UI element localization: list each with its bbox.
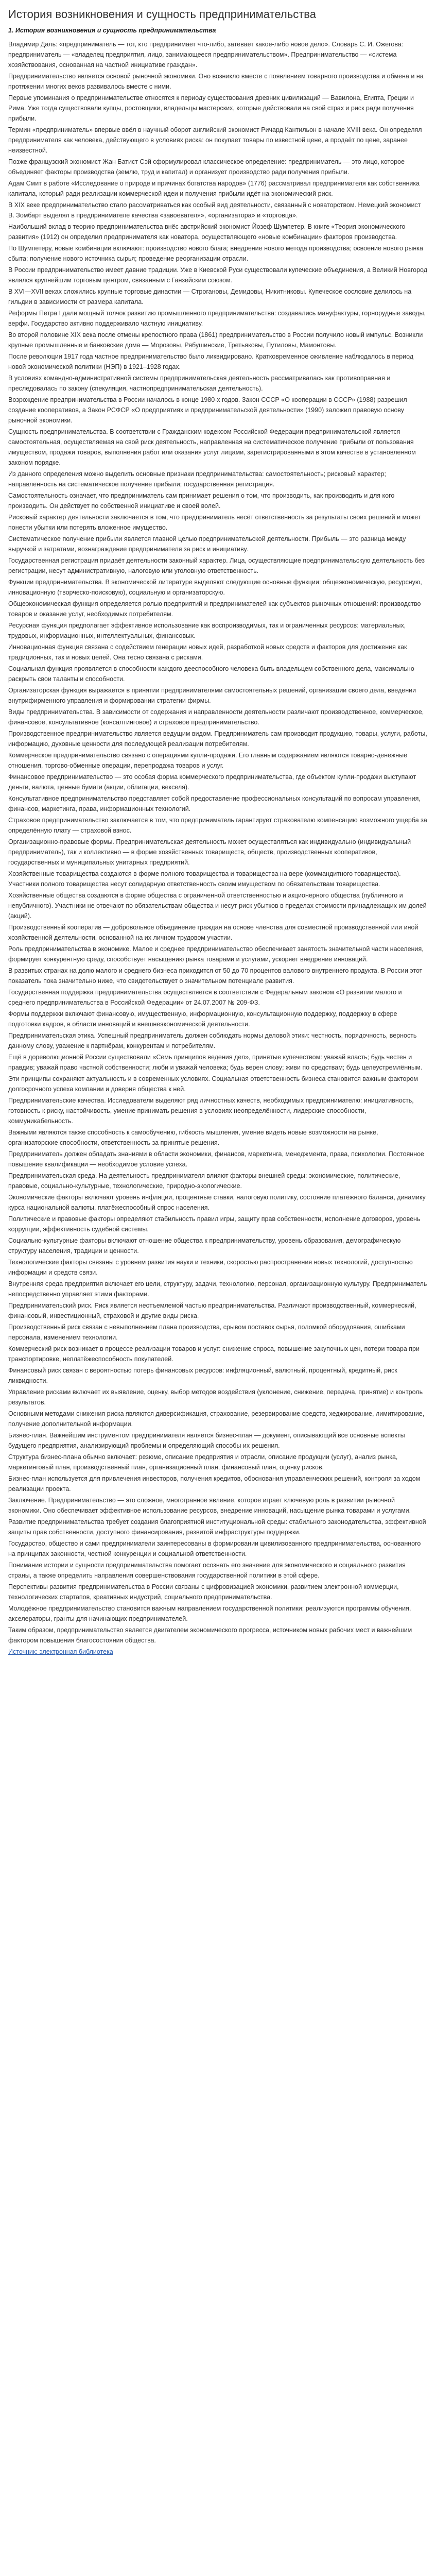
body-paragraph: Технологические факторы связаны с уровнем развития науки и техники, скоростью распространения новых технологий, доступностью информации и средств связи. <box>8 1259 413 1276</box>
body-paragraph: В России предпринимательство имеет давние традиции. Уже в Киевской Руси существовали купеческие объединения, а Великий Новгород являлся крупнейшим торговым центром, связанным с Ганзейским союзом. <box>8 266 428 284</box>
body-paragraph: Термин «предприниматель» впервые ввёл в научный оборот английский экономист Ричард Кантильон в начале XVIII века. Он определял предпринимателя как человека, действующего в условиях риска: он покупает товары по известной цене, а продаёт по цене, заранее неизвестной. <box>8 126 422 154</box>
body-paragraph: Во второй половине XIX века после отмены крепостного права (1861) предпринимательство в России получило новый импульс. Возникли крупные промышленные и банковские дома — Морозовы, Рябушинские, Третьяковы, Путиловы, Мамонтовы. <box>8 331 423 349</box>
body-paragraph: Государственная поддержка предпринимательства осуществляется в соответствии с Федеральным законом «О развитии малого и среднего предпринимательства в Российской Федерации» от 24.07.2007 № 209-ФЗ. <box>8 989 402 1006</box>
body-paragraph: Производственный кооператив — добровольное объединение граждан на основе членства для совместной производственной или иной хозяйственной деятельности, основанной на их личном трудовом участии. <box>8 924 418 941</box>
body-paragraph: Реформы Петра I дали мощный толчок развитию промышленного предпринимательства: создавались мануфактуры, горнорудные заводы, верфи. Государство активно поддерживало частную инициативу. <box>8 310 426 327</box>
body-paragraph: Заключение. Предпринимательство — это сложное, многогранное явление, которое играет ключевую роль в развитии рыночной экономики. Оно обеспечивает эффективное использование ресурсов, внедрение инноваций, насыщение рынка товарами и услугами. <box>8 1497 411 1514</box>
body-paragraph: Производственное предпринимательство является ведущим видом. Предприниматель сам производит продукцию, товары, услуги, работы, информацию, духовные ценности для последующей реализации потребителям. <box>8 730 427 748</box>
body-paragraph: Позже французский экономист Жан Батист Сэй сформулировал классическое определение: предприниматель — это лицо, которое объединяет факторы производства (землю, труд и капитал) и организует производство ради получения прибыли. <box>8 158 405 176</box>
body-paragraph: Социальная функция проявляется в способности каждого дееспособного человека быть владельцем собственного дела, максимально раскрыть свои таланты и способности. <box>8 665 414 683</box>
body-paragraph: Структура бизнес-плана обычно включает: резюме, описание предприятия и отрасли, описание продукции (услуг), анализ рынка, маркетинговый план, производственный план, организационный план, финансовый план, оценку рисков. <box>8 1453 398 1471</box>
document-body <box>8 39 428 1646</box>
body-paragraph: Предпринимательская среда. На деятельность предпринимателя влияют факторы внешней среды: экономические, политические, правовые, социально-культурные, технологические, природно-экологические. <box>8 1172 400 1190</box>
body-paragraph: Основными методами снижения риска являются диверсификация, страхование, резервирование средств, хеджирование, лимитирование, получение дополнительной информации. <box>8 1410 425 1428</box>
body-paragraph: Коммерческое предпринимательство связано с операциями купли-продажи. Его главным содержанием являются товарно-денежные отношения, торгово-обменные операции, перепродажа товаров и услуг. <box>8 752 408 769</box>
body-paragraph: Инновационная функция связана с содействием генерации новых идей, разработкой новых средств и факторов для достижения как традиционных, так и новых целей. Она тесно связана с рисками. <box>8 643 407 661</box>
body-paragraph: Адам Смит в работе «Исследование о природе и причинах богатства народов» (1776) рассматривал предпринимателя как собственника капитала, который ради реализации коммерческой идеи и получения прибыли идёт на экономический риск. <box>8 180 420 197</box>
body-paragraph: Внутренняя среда предприятия включает его цели, структуру, задачи, технологию, персонал, организационную культуру. Предприниматель непосредственно управляет этими факторами. <box>8 1280 427 1298</box>
body-paragraph: Хозяйственные общества создаются в форме общества с ограниченной ответственностью и акционерного общества (публичного и непубличного). Участники не отвечают по обязательствам общества и несут риск убытков в пределах стоимости принадлежащих им долей (акций). <box>8 892 427 920</box>
body-paragraph: Финансовое предпринимательство — это особая форма коммерческого предпринимательства, где объектом купли-продажи выступают деньги, валюта, ценные бумаги (акции, облигации, векселя). <box>8 773 416 791</box>
body-paragraph: Сущность предпринимательства. В соответствии с Гражданским кодексом Российской Федерации предпринимательской является самостоятельная, осуществляемая на свой риск деятельность, направленная на систематическое получение прибыли от пользования имуществом, продажи товаров, выполнения работ или оказания услуг лицами, зарегистрированными в этом качестве в установленном законом порядке. <box>8 428 416 466</box>
body-paragraph: Коммерческий риск возникает в процессе реализации товаров и услуг: снижение спроса, повышение закупочных цен, потери товара при транспортировке, неплатёжеспособность покупателей. <box>8 1345 420 1363</box>
body-paragraph: В XIX веке предпринимательство стало рассматриваться как особый вид деятельности, связанный с новаторством. Немецкий экономист В. Зомбарт выделял в предпринимателе качества «завоевателя», «организатора» и «торговца». <box>8 201 421 219</box>
body-paragraph: Государство, общество и сами предприниматели заинтересованы в формировании цивилизованного предпринимательства, основанного на принципах законности, честной конкуренции и социальной ответственности. <box>8 1540 421 1557</box>
body-paragraph: Из данного определения можно выделить основные признаки предпринимательства: самостоятельность; рисковый характер; направленность на систематическое получение прибыли; государственная регистрация. <box>8 470 386 488</box>
body-paragraph: Таким образом, предпринимательство является двигателем экономического прогресса, источником новых рабочих мест и важнейшим фактором повышения благосостояния общества. <box>8 1626 412 1644</box>
body-paragraph: Молодёжное предпринимательство становится важным направлением государственной политики: реализуются программы обучения, акселераторы, гранты для начинающих предпринимателей. <box>8 1605 411 1622</box>
body-paragraph: Предпринимательство является основой рыночной экономики. Оно возникло вместе с появлением товарного производства и обмена и на протяжении многих веков развивалось вместе с ними. <box>8 73 424 90</box>
body-paragraph: Общеэкономическая функция определяется ролью предприятий и предпринимателей как субъектов рыночных отношений: производство товаров и оказание услуг, необходимых потребителям. <box>8 600 421 618</box>
body-paragraph: Наибольший вклад в теорию предпринимательства внёс австрийский экономист Йозеф Шумпетер. В книге «Теория экономического развития» (1912) он определил предпринимателя как новатора, осуществляющего «новые комбинации» факторов производства. <box>8 223 406 241</box>
body-paragraph: Формы поддержки включают финансовую, имущественную, информационную, консультационную поддержку, поддержку в сфере подготовки кадров, в области инноваций и внешнеэкономической деятельности. <box>8 1010 397 1028</box>
body-paragraph: Социально-культурные факторы включают отношение общества к предпринимательству, уровень образования, демографическую структуру населения, традиции и ценности. <box>8 1237 401 1255</box>
page-title: История возникновения и сущность предпринимательства <box>8 8 316 21</box>
body-paragraph: Консультативное предпринимательство представляет собой предоставление профессиональных консультаций по вопросам управления, финансов, маркетинга, права, информационных технологий. <box>8 795 421 812</box>
body-paragraph: Политические и правовые факторы определяют стабильность правил игры, защиту прав собственности, исполнение договоров, уровень коррупции, эффективность судебной системы. <box>8 1215 421 1233</box>
body-paragraph: В XVI—XVII веках сложились крупные торговые династии — Строгановы, Демидовы, Никитниковы. Купеческое сословие делилось на гильдии в зависимости от размера капитала. <box>8 288 412 306</box>
body-paragraph: Государственная регистрация придаёт деятельности законный характер. Лица, осуществляющие предпринимательскую деятельность без регистрации, несут административную, налоговую или уголовную ответственность. <box>8 557 425 574</box>
body-paragraph: Важными являются также способность к самообучению, гибкость мышления, умение видеть новые возможности на рынке, организаторские способности, ответственность за принятые решения. <box>8 1129 378 1146</box>
body-paragraph: Виды предпринимательства. В зависимости от содержания и направленности деятельности различают производственное, коммерческое, финансовое, консультативное (консалтинговое) и страховое предпринимательство. <box>8 708 424 726</box>
body-paragraph: Организаторская функция выражается в принятии предпринимателями самостоятельных решений, организации своего дела, введении внутрифирменного управления и формировании стратегии фирмы. <box>8 687 416 704</box>
body-paragraph: Производственный риск связан с невыполнением плана производства, срывом поставок сырья, поломкой оборудования, ошибками персонала, изменением технологии. <box>8 1324 405 1341</box>
body-paragraph: Первые упоминания о предпринимательстве относятся к периоду существования древних цивилизаций — Вавилона, Египта, Греции и Рима. Уже тогда существовали купцы, ростовщики, владельцы мастерских, которые действовали на свой страх и риск ради получения прибыли. <box>8 94 414 122</box>
body-paragraph: Эти принципы сохраняют актуальность и в современных условиях. Социальная ответственность бизнеса становится важным фактором долгосрочного успеха компании и доверия общества к ней. <box>8 1075 418 1093</box>
body-paragraph: Предпринимательский риск. Риск является неотъемлемой частью предпринимательства. Различают производственный, коммерческий, финансовый, инвестиционный, страховой и другие виды риска. <box>8 1302 416 1319</box>
body-paragraph: Возрождение предпринимательства в России началось в конце 1980-х годов. Закон СССР «О кооперации в СССР» (1988) разрешил создание кооперативов, а Закон РСФСР «О предприятиях и предпринимательской деятельности» (1990) заложил правовую основу рыночной экономики. <box>8 396 407 424</box>
body-paragraph: Экономические факторы включают уровень инфляции, процентные ставки, налоговую политику, состояние платёжного баланса, динамику курса национальной валюты, платёжеспособный спрос населения. <box>8 1194 426 1211</box>
body-paragraph: Хозяйственные товарищества создаются в форме полного товарищества и товарищества на вере (коммандитного товарищества). Участники полного товарищества несут солидарную ответственность своим имуществом по обязательствам товарищества. <box>8 870 401 888</box>
body-paragraph: Управление рисками включает их выявление, оценку, выбор методов воздействия (уклонение, снижение, передача, принятие) и контроль результатов. <box>8 1388 423 1406</box>
body-paragraph: Финансовый риск связан с вероятностью потерь финансовых ресурсов: инфляционный, валютный, процентный, кредитный, риск ликвидности. <box>8 1367 397 1384</box>
source-link[interactable]: Источник: электронная библиотека <box>8 1648 113 1655</box>
body-paragraph: Роль предпринимательства в экономике. Малое и среднее предпринимательство обеспечивает занятость значительной части населения, формирует конкурентную среду, способствует насыщению рынка товарами и услугами, ускоряет внедрение инноваций. <box>8 945 424 963</box>
body-paragraph: В развитых странах на долю малого и среднего бизнеса приходится от 50 до 70 процентов валового внутреннего продукта. В России этот показатель пока значительно ниже, что свидетельствует о значительном потенциале развития. <box>8 967 423 985</box>
body-paragraph: Систематическое получение прибыли является главной целью предпринимательской деятельности. Прибыль — это разница между выручкой и затратами, вознаграждение предпринимателя за риск и инициативу. <box>8 535 406 553</box>
body-paragraph: Бизнес-план. Важнейшим инструментом предпринимателя является бизнес-план — документ, описывающий все основные аспекты будущего предприятия, анализирующий проблемы и определяющий способы их решения. <box>8 1432 405 1449</box>
body-paragraph: Ещё в дореволюционной России существовали «Семь принципов ведения дел», принятые купечеством: уважай власть; будь честен и правдив; уважай право частной собственности; люби и уважай человека; будь верен слову; живи по средствам; будь целеустремлённым. <box>8 1054 423 1071</box>
body-paragraph: Бизнес-план используется для привлечения инвесторов, получения кредитов, обоснования управленческих решений, контроля за ходом реализации проекта. <box>8 1475 421 1493</box>
body-paragraph: В условиях командно-административной системы предпринимательская деятельность рассматривалась как противоправная и преследовалась по закону (спекуляция, частнопредпринимательская деятельность). <box>8 375 391 392</box>
body-paragraph: Перспективы развития предпринимательства в России связаны с цифровизацией экономики, развитием электронной коммерции, технологических стартапов, креативных индустрий, социального предпринимательства. <box>8 1583 399 1601</box>
body-paragraph: Страховое предпринимательство заключается в том, что предприниматель гарантирует страхователю компенсацию возможного ущерба за определённую плату — страховой взнос. <box>8 817 427 834</box>
body-paragraph: Ресурсная функция предполагает эффективное использование как воспроизводимых, так и ограниченных ресурсов: материальных, трудовых, информационных, интеллектуальных, финансовых. <box>8 622 406 639</box>
source-paragraph <box>8 1647 428 1657</box>
body-paragraph: Владимир Даль: «предприниматель — тот, кто предпринимает что-либо, затевает какое-либо новое дело». Словарь С. И. Ожегова: предприниматель — «владелец предприятия, лицо, занимающееся предпринимательством». Предпринимательство — «система хозяйствования, основанная на частной инициативе граждан». <box>8 41 404 69</box>
body-paragraph: Предпринимательские качества. Исследователи выделяют ряд личностных качеств, необходимых предпринимателю: инициативность, готовность к риску, настойчивость, умение принимать решения в условиях неопределённости, лидерские способности, коммуникабельность. <box>8 1097 414 1125</box>
body-paragraph: По Шумпетеру, новые комбинации включают: производство нового блага; внедрение нового метода производства; освоение нового рынка сбыта; получение нового источника сырья; проведение реорганизации отрасли. <box>8 245 423 262</box>
section-heading: 1. История возникновения и сущность предпринимательства <box>8 27 216 34</box>
body-paragraph: Предприниматель должен обладать знаниями в области экономики, финансов, маркетинга, менеджмента, права, психологии. Постоянное повышение квалификации — необходимое условие успеха. <box>8 1150 425 1168</box>
body-paragraph: После революции 1917 года частное предпринимательство было ликвидировано. Кратковременное оживление наблюдалось в период новой экономической политики (НЭП) в 1921–1928 годах. <box>8 353 414 370</box>
body-paragraph: Самостоятельность означает, что предприниматель сам принимает решения о том, что производить, как производить и для кого производить. Он действует по собственной инициативе и своей волей. <box>8 492 395 510</box>
body-paragraph: Организационно-правовые формы. Предпринимательская деятельность может осуществляться как индивидуально (индивидуальный предприниматель), так и коллективно — в форме хозяйственных товариществ, обществ, производственных кооперативов, государственных и муниципальных унитарных предприятий. <box>8 838 411 866</box>
body-paragraph: Функции предпринимательства. В экономической литературе выделяют следующие основные функции: общеэкономическую, ресурсную, инновационную (творческо-поисковую), социальную и организаторскую. <box>8 579 422 596</box>
body-paragraph: Рисковый характер деятельности заключается в том, что предприниматель несёт ответственность за результаты своих решений и может понести убытки или потерять вложенное имущество. <box>8 514 421 531</box>
body-paragraph: Предпринимательская этика. Успешный предприниматель должен соблюдать нормы деловой этики: честность, порядочность, верность данному слову, уважение к партнёрам, конкурентам и потребителям. <box>8 1032 417 1049</box>
body-paragraph: Понимание истории и сущности предпринимательства помогает осознать его значение для экономического и социального развития страны, а также определить направления совершенствования государственной политики в этой сфере. <box>8 1562 406 1579</box>
body-paragraph: Развитие предпринимательства требует создания благоприятной институциональной среды: стабильного законодательства, эффективной защиты прав собственности, доступного финансирования, развитой инфраструктуры поддержки. <box>8 1518 426 1536</box>
